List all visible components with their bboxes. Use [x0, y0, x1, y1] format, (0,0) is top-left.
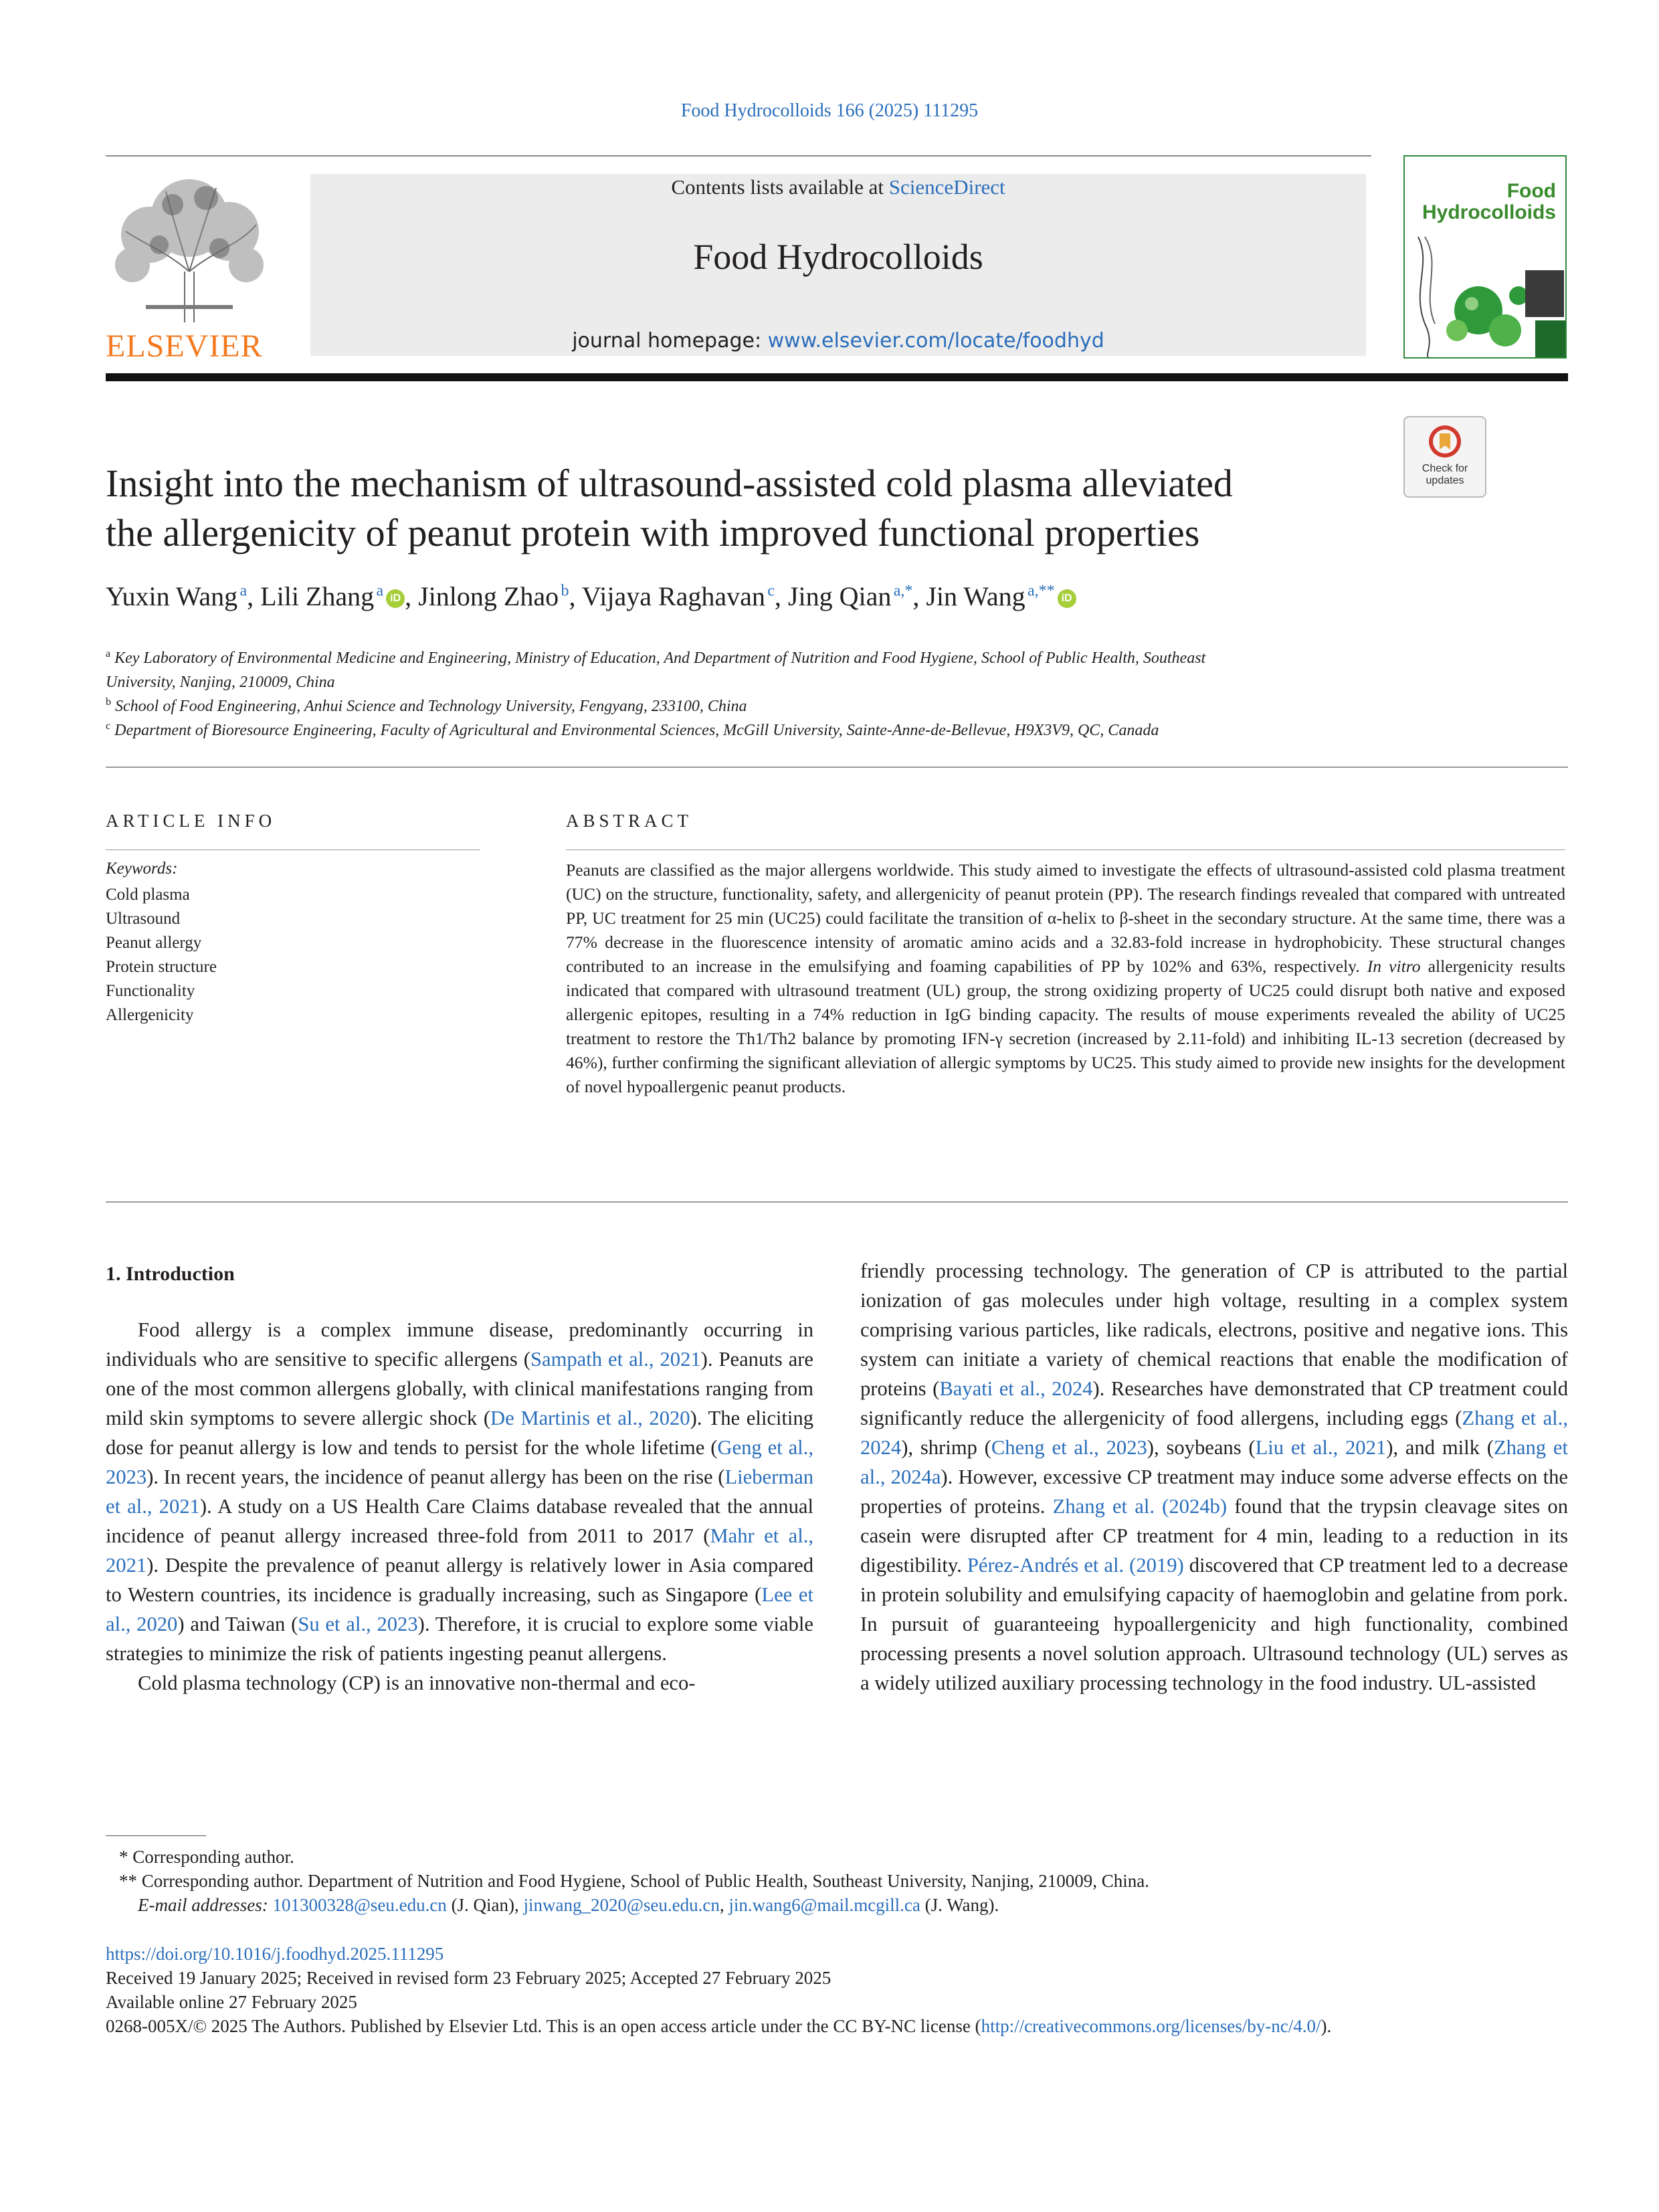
- abstract-rule: [566, 849, 1565, 850]
- email-label: E-mail addresses:: [138, 1895, 268, 1915]
- affiliations-divider: [106, 767, 1568, 768]
- body-text: found that the trypsin cleavage sites on casein were disrupted after CP treatment for 4 min, leading to a reduction in its digestibility.: [860, 1495, 1568, 1577]
- title-line1: Insight into the mechanism of ultrasound-assisted cold plasma alleviated: [106, 462, 1233, 505]
- paragraph: [860, 1256, 1568, 1698]
- cover-title: [1422, 181, 1556, 223]
- body-text: ), and milk (: [1386, 1436, 1494, 1459]
- body-text: ). Therefore, it is crucial to explore some viable strategies to minimize the risk of patients ingesting peanut allergens.: [106, 1613, 813, 1665]
- elsevier-wordmark[interactable]: ELSEVIER: [106, 328, 263, 364]
- author-name[interactable]: Jinlong Zhao: [418, 581, 559, 611]
- email-link[interactable]: 101300328@seu.edu.cn: [272, 1895, 447, 1915]
- email-owner: (J. Qian),: [446, 1895, 524, 1915]
- title-line2: the allergenicity of peanut protein with improved functional properties: [106, 511, 1200, 555]
- body-text: ). However, excessive CP treatment may induce some adverse effects on the properties of proteins.: [860, 1466, 1568, 1518]
- footnote-corresponding-2: ** Corresponding author. Department of Nutrition and Food Hygiene, School of Public Health, Southeast University, Nanjing, 210009, China.: [119, 1871, 1150, 1891]
- body-column-left: [106, 1315, 813, 1698]
- section-heading-introduction: 1. Introduction: [106, 1263, 235, 1285]
- citation-link[interactable]: Pérez-Andrés et al. (2019): [967, 1554, 1184, 1577]
- email-link[interactable]: jinwang_2020@seu.edu.cn: [523, 1895, 720, 1915]
- citation-link[interactable]: Zhang et al., 2024a: [860, 1436, 1568, 1488]
- citation-link[interactable]: Lieberman et al., 2021: [106, 1466, 813, 1518]
- sciencedirect-link[interactable]: ScienceDirect: [888, 175, 1005, 199]
- footnote-emails: [138, 1893, 999, 1917]
- citation-link[interactable]: Liu et al., 2021: [1255, 1436, 1387, 1459]
- citation-link[interactable]: Sampath et al., 2021: [530, 1348, 701, 1371]
- elsevier-tree-logo[interactable]: [106, 171, 273, 324]
- check-updates-line1: Check for: [1422, 463, 1468, 474]
- keyword-item: Ultrasound: [106, 910, 181, 928]
- license-link[interactable]: http://creativecommons.org/licenses/by-nc/4.0/: [981, 2016, 1321, 2036]
- author-name[interactable]: Jing Qian: [787, 581, 892, 611]
- doi-line[interactable]: [106, 1942, 444, 1966]
- article-info-rule: [106, 849, 480, 850]
- affiliation-mark: c: [106, 720, 111, 732]
- paragraph: Cold plasma technology (CP) is an innovative non-thermal and eco-: [138, 1672, 696, 1694]
- citation-link[interactable]: Bayati et al., 2024: [939, 1377, 1093, 1400]
- affiliation-text: School of Food Engineering, Anhui Science and Technology University, Fengyang, 233100, China: [115, 698, 747, 715]
- email-link[interactable]: jin.wang6@mail.mcgill.ca: [728, 1895, 920, 1915]
- affiliation-c: [106, 714, 1377, 742]
- author-name[interactable]: Jin Wang: [926, 581, 1026, 611]
- affiliation-text-cont: University, Nanjing, 210009, China: [106, 674, 335, 691]
- author-list: Yuxin Wang $^a$, Lili Zhang $^a$ iD , Jinlong Zhao $^b$, Vijaya Raghavan $^c$, Jing Qian $^{a,*}$, Jin Wang $^{a,**}$ iD: [106, 581, 1076, 612]
- affiliation-a: [106, 642, 1377, 694]
- doi-link[interactable]: https://doi.org/10.1016/j.foodhyd.2025.111295: [106, 1944, 444, 1964]
- citation-link[interactable]: Cheng et al., 2023: [991, 1436, 1147, 1459]
- article-info-heading: ARTICLE INFO: [106, 811, 276, 831]
- citation-link[interactable]: Geng et al., 2023: [106, 1436, 813, 1488]
- keyword-item: Peanut allergy: [106, 934, 202, 952]
- journal-cover-thumbnail[interactable]: [1403, 155, 1567, 359]
- running-head[interactable]: [0, 100, 1659, 122]
- footnote-rule: [106, 1835, 206, 1836]
- contents-prefix: Contents lists available at: [671, 175, 889, 199]
- abstract-divider: [106, 1201, 1568, 1203]
- body-text: ). In recent years, the incidence of peanut allergy has been on the rise (: [147, 1466, 725, 1488]
- body-text: ). Peanuts are one of the most common allergens globally, with clinical manifestations ranging from mild skin symptoms to severe allergic shock (: [106, 1348, 814, 1429]
- body-text: ) and Taiwan (: [177, 1613, 298, 1635]
- body-text: friendly processing technology. The generation of CP is attributed to the partial ionization of gas molecules under high voltage, resulting in a complex system comprising various particles, like radicals, electrons, positive and negative ions. This system can initiate a variety of chemical reactions that enable the modification of proteins (: [860, 1260, 1568, 1400]
- author-affil-mark[interactable]: a,*: [893, 582, 913, 600]
- author-name[interactable]: Lili Zhang: [260, 581, 375, 611]
- journal-name: Food Hydrocolloids: [693, 237, 983, 277]
- author-affil-mark[interactable]: a: [239, 582, 248, 600]
- body-text: Food allergy is a complex immune disease, predominantly occurring in individuals who are sensitive to specific allergens (: [106, 1318, 813, 1371]
- keyword-item: Functionality: [106, 982, 195, 1000]
- abstract-italic: In vitro: [1367, 957, 1421, 976]
- keyword-item: Cold plasma: [106, 886, 190, 904]
- author-affil-mark[interactable]: c: [767, 582, 775, 600]
- article-title: [106, 459, 1377, 558]
- body-column-right: [860, 1256, 1568, 1698]
- contents-available: [310, 175, 1366, 199]
- cover-artwork: [1405, 230, 1565, 357]
- homepage-link[interactable]: www.elsevier.com/locate/foodhyd: [767, 329, 1104, 353]
- author-affil-mark[interactable]: a: [376, 582, 384, 600]
- license-suffix: ).: [1321, 2016, 1332, 2036]
- orcid-icon[interactable]: iD: [386, 589, 405, 608]
- body-text: ). Researches have demonstrated that CP treatment could significantly reduce the allergenicity of food allergens, including eggs (: [860, 1377, 1568, 1429]
- available-online: Available online 27 February 2025: [106, 1992, 357, 2012]
- body-text: ), shrimp (: [901, 1436, 991, 1459]
- header-thick-rule: [106, 373, 1568, 381]
- abstract-text: Peanuts are classified as the major allergens worldwide. This study aimed to investigate the effects of ultrasound-assisted cold plasma treatment (UC) on the structure, functionality, safety, and allergenicity of peanut protein (PP). The research findings revealed that compared with untreated PP, UC treatment for 25 min (UC25) could facilitate the transition of α-helix to β-sheet in the secondary structure. At the same time, there was a 77% decrease in the fluorescence intensity of aromatic amino acids and a 32.83-fold increase in hydrophobicity. These structural changes contributed to an increase in the emulsifying and foaming capabilities of PP by 102% and 63%, respectively.: [566, 860, 1565, 976]
- footnote-corresponding-1: * Corresponding author.: [119, 1847, 294, 1867]
- body-text: ), soybeans (: [1147, 1436, 1256, 1459]
- author-affil-mark[interactable]: b: [561, 582, 569, 600]
- abstract-body: [566, 858, 1565, 1099]
- author-name[interactable]: Vijaya Raghavan: [581, 581, 765, 611]
- affiliation-text: Department of Bioresource Engineering, Faculty of Agricultural and Environmental Sciences, McGill University, Sainte-Anne-de-Bellevue, H9X3V9, QC, Canada: [114, 722, 1159, 739]
- keyword-item: Allergenicity: [106, 1006, 194, 1024]
- affiliation-text: Key Laboratory of Environmental Medicine and Engineering, Ministry of Education, And Department of Nutrition and Food Hygiene, School of Public Health, Southeast: [114, 649, 1206, 667]
- journal-homepage: [310, 329, 1366, 353]
- homepage-prefix: journal homepage:: [572, 329, 768, 353]
- license-text: 0268-005X/© 2025 The Authors. Published by Elsevier Ltd. This is an open access article under the CC BY-NC license (: [106, 2016, 981, 2036]
- header-top-rule: [106, 155, 1371, 157]
- body-text: ). A study on a US Health Care Claims database revealed that the annual incidence of peanut allergy increased three-fold from 2011 to 2017 (: [106, 1495, 813, 1547]
- affiliation-mark: a: [106, 648, 111, 660]
- cover-title-line2: Hydrocolloids: [1422, 201, 1556, 223]
- citation-link[interactable]: Su et al., 2023: [298, 1613, 418, 1635]
- citation-link[interactable]: Zhang et al., 2024: [860, 1407, 1568, 1459]
- abstract-heading: ABSTRACT: [566, 811, 693, 831]
- citation-link[interactable]: De Martinis et al., 2020: [490, 1407, 690, 1429]
- body-text: ). Despite the prevalence of peanut allergy is relatively lower in Asia compared to Western countries, its incidence is gradually increasing, such as Singapore (: [106, 1554, 813, 1606]
- abstract-text-cont: allergenicity results indicated that compared with ultrasound treatment (UL) group, the strong oxidizing property of UC25 could disrupt both native and exposed allergenic epitopes, resulting in a 74% reduction in IgG binding capacity. The results of mouse experiments revealed the ability of UC25 treatment to restore the Th1/Th2 balance by promoting IFN-γ secretion (increased by 2.11-fold) and inhibiting IL-13 secretion (decreased by 46%), further confirming the significant alleviation of allergic symptoms by UC25. This study aimed to provide new insights for the development of novel hypoallergenic peanut products.: [566, 957, 1565, 1096]
- keywords-label: Keywords:: [106, 860, 178, 878]
- received-dates: Received 19 January 2025; Received in revised form 23 February 2025; Accepted 27 February 2025: [106, 1968, 832, 1988]
- email-owner: (J. Wang).: [920, 1895, 999, 1915]
- paragraph: [106, 1315, 813, 1668]
- email-separator: ,: [719, 1895, 729, 1915]
- affiliation-mark: b: [106, 696, 111, 708]
- keyword-item: Protein structure: [106, 958, 217, 976]
- license-line: [106, 2015, 1571, 2038]
- check-updates-line2: updates: [1426, 475, 1464, 486]
- citation-link[interactable]: Mahr et al., 2021: [106, 1524, 813, 1577]
- author-name[interactable]: Yuxin Wang: [106, 581, 238, 611]
- orcid-icon[interactable]: iD: [1058, 589, 1076, 608]
- citation-link[interactable]: Lee et al., 2020: [106, 1583, 813, 1635]
- author-affil-mark[interactable]: a,**: [1027, 582, 1055, 600]
- check-for-updates-badge[interactable]: [1403, 416, 1486, 498]
- cover-title-line1: Food: [1506, 180, 1556, 202]
- body-text: ). The eliciting dose for peanut allergy is low and tends to persist for the whole lifetime (: [106, 1407, 813, 1459]
- citation-link[interactable]: Zhang et al. (2024b): [1052, 1495, 1228, 1518]
- running-head-link[interactable]: Food Hydrocolloids 166 (2025) 111295: [680, 100, 979, 121]
- body-text: discovered that CP treatment led to a decrease in protein solubility and emulsifying capacity of haemoglobin and gelatine from pork. In pursuit of guaranteeing hypoallergenicity and high functionality, combined processing presents a novel solution approach. Ultrasound technology (UL) serves as a widely utilized auxiliary processing technology in the food industry. UL-assisted: [860, 1554, 1568, 1694]
- keywords-list: [106, 883, 217, 1027]
- check-updates-icon: [1428, 424, 1462, 459]
